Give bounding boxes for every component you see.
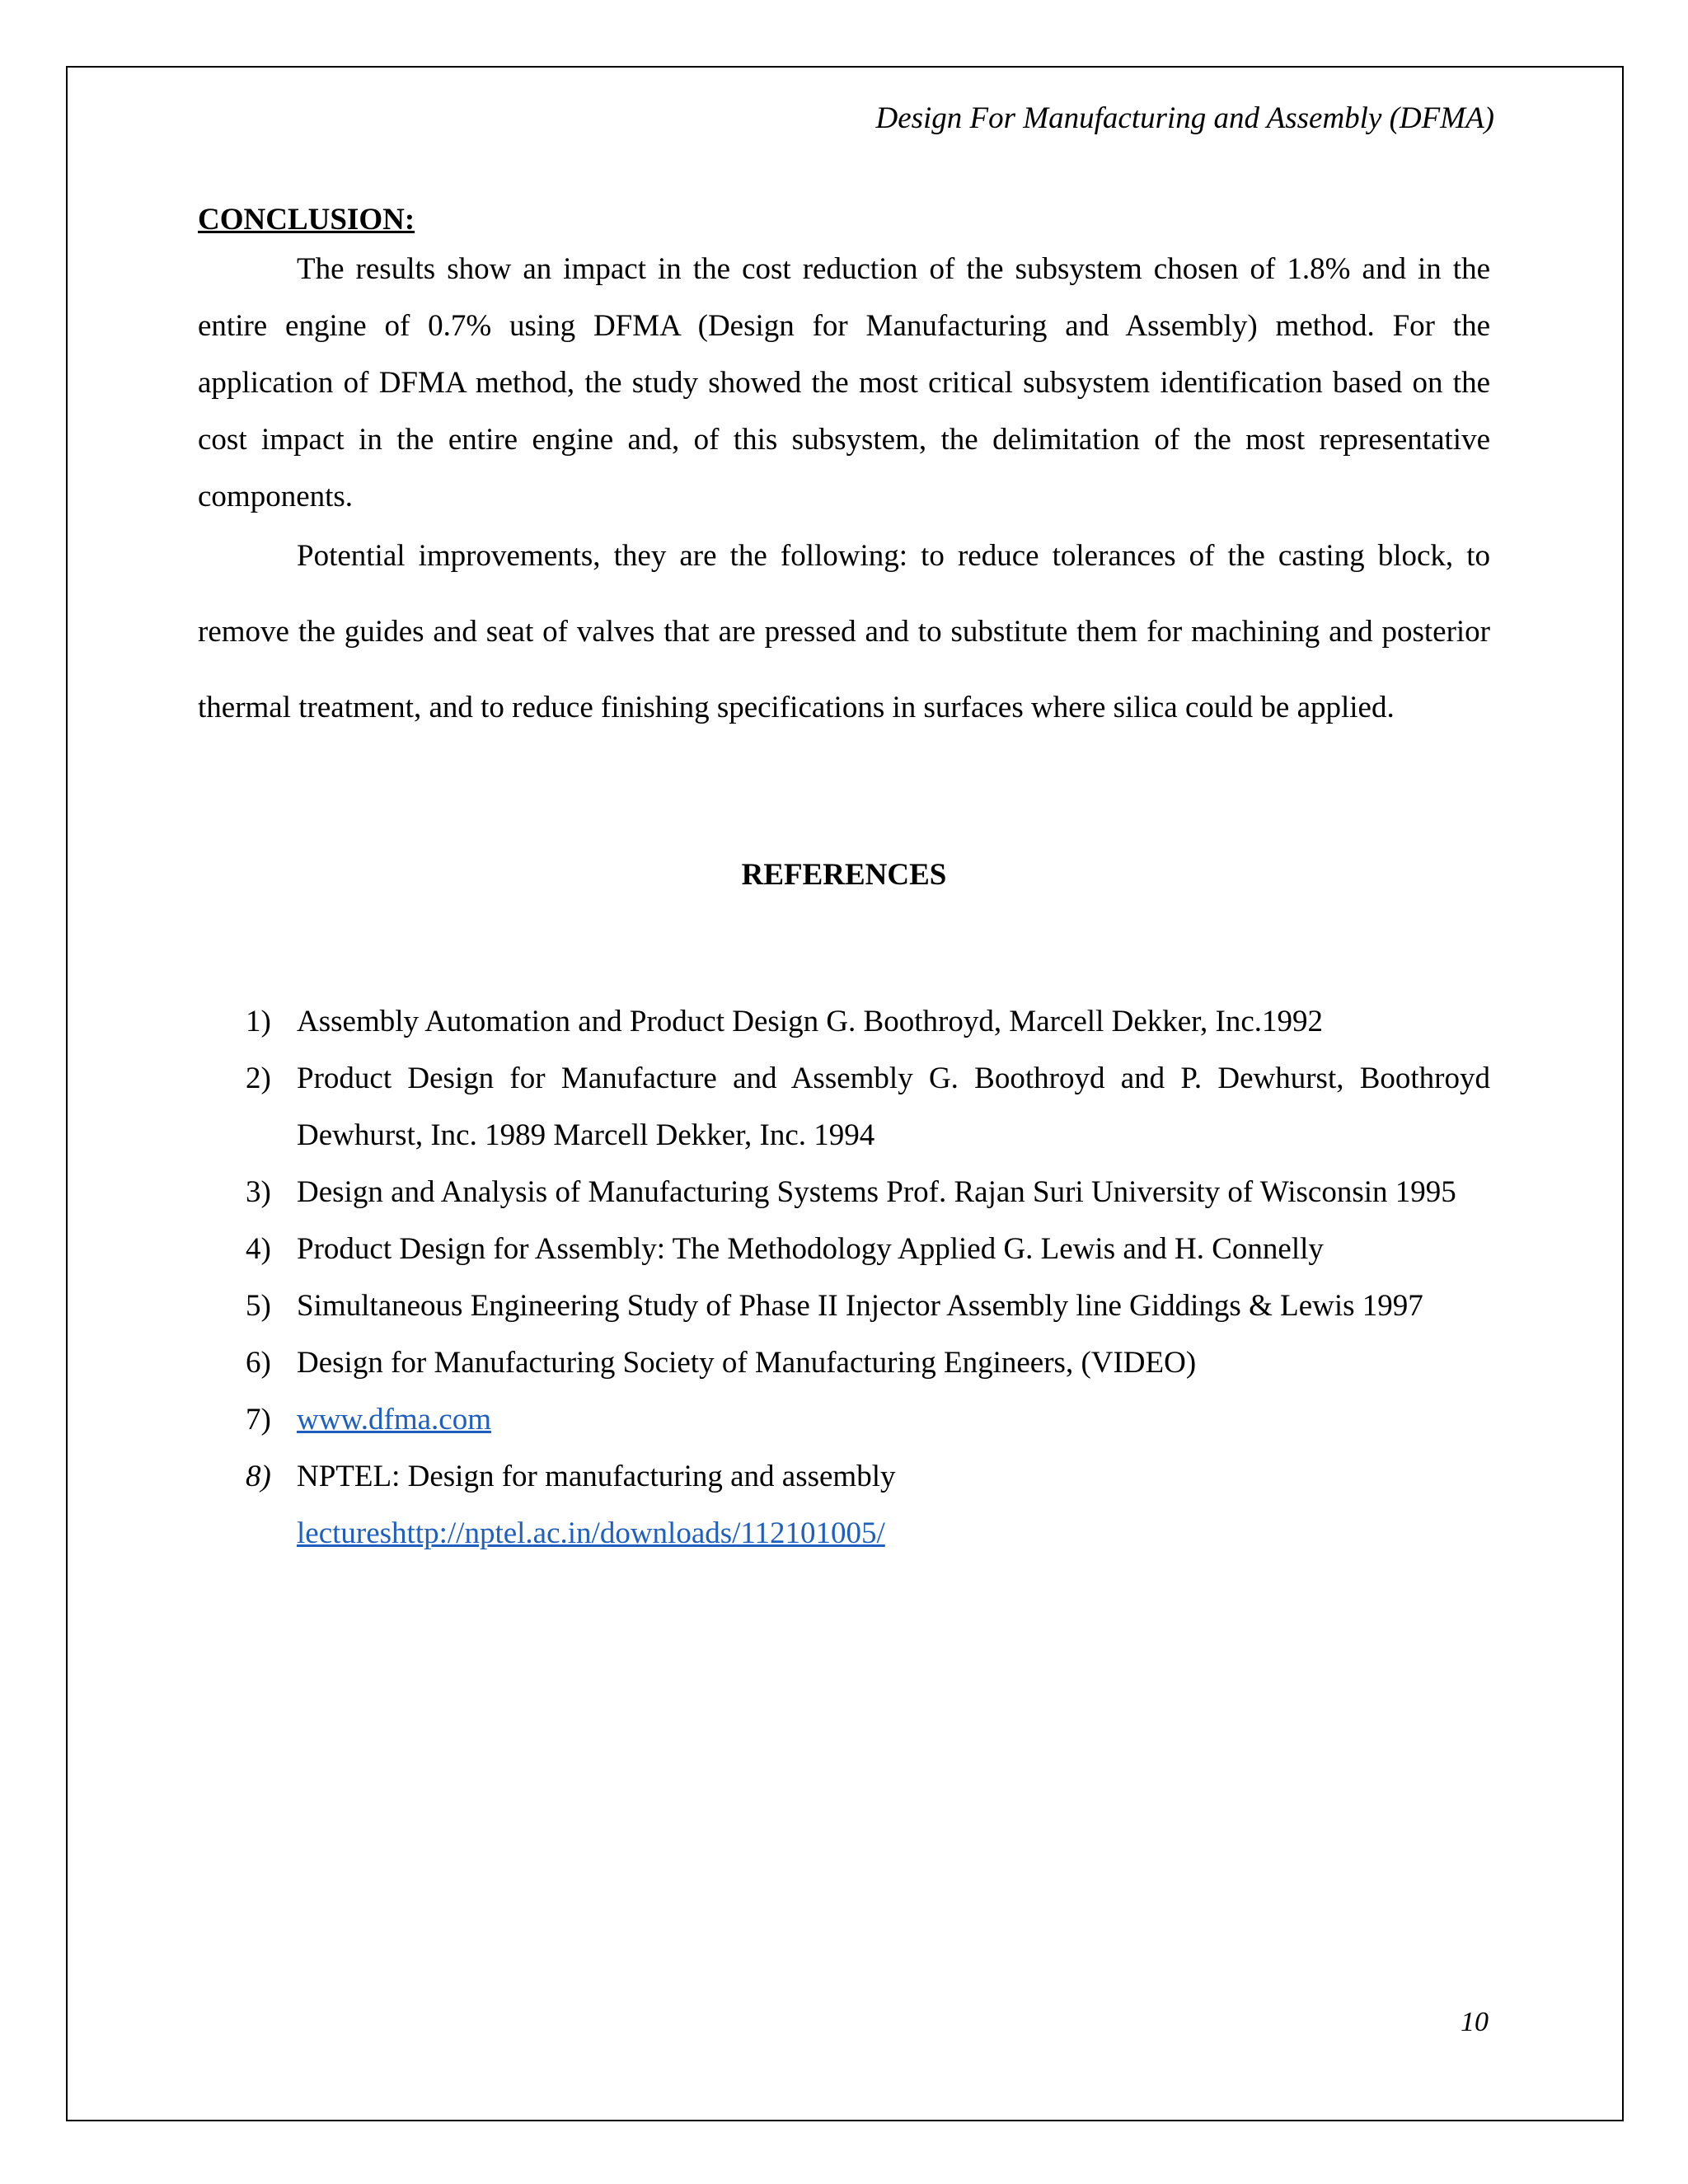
reference-item-3	[198, 1164, 1490, 1221]
reference-number: 8)	[246, 1460, 271, 1493]
reference-text: Design for Manufacturing Society of Manufacturing Engineers, (VIDEO)	[297, 1346, 1197, 1380]
reference-text: Assembly Automation and Product Design G. Boothroyd, Marcell Dekker, Inc.1992	[297, 1005, 1324, 1038]
page-content	[198, 199, 1490, 1562]
page-number: 10	[1461, 2007, 1489, 2037]
reference-item-6	[198, 1334, 1490, 1391]
reference-number: 7)	[246, 1403, 271, 1436]
running-header: Design For Manufacturing and Assembly (DFMA)	[875, 101, 1494, 135]
reference-number: 4)	[246, 1232, 271, 1266]
reference-item-1	[198, 993, 1490, 1050]
dfma-website-link[interactable]: www.dfma.com	[297, 1403, 491, 1436]
reference-list	[198, 993, 1490, 1562]
reference-number: 1)	[246, 1005, 271, 1038]
reference-item-4	[198, 1221, 1490, 1277]
reference-item-8	[198, 1448, 1490, 1562]
nptel-lectures-link[interactable]: lectureshttp://nptel.ac.in/downloads/112101005/	[297, 1516, 885, 1550]
reference-text: Product Design for Assembly: The Methodology Applied G. Lewis and H. Connelly	[297, 1232, 1324, 1266]
reference-text: Simultaneous Engineering Study of Phase II Injector Assembly line Giddings & Lewis 1997	[297, 1289, 1423, 1323]
reference-item-7	[198, 1391, 1490, 1448]
reference-number: 3)	[246, 1175, 271, 1209]
references-title: REFERENCES	[741, 858, 947, 892]
reference-text: NPTEL: Design for manufacturing and assembly	[297, 1460, 896, 1493]
reference-item-2	[198, 1050, 1490, 1164]
reference-text: Product Design for Manufacture and Assembly G. Boothroyd and P. Dewhurst, Boothroyd Dewhurst, Inc. 1989 Marcell Dekker, Inc. 1994	[297, 1062, 1490, 1152]
reference-number: 6)	[246, 1346, 271, 1380]
reference-text: Design and Analysis of Manufacturing Systems Prof. Rajan Suri University of Wisconsin 1995	[297, 1175, 1456, 1209]
conclusion-paragraph-2: Potential improvements, they are the following: to reduce tolerances of the casting block, to remove the guides and seat of valves that are pressed and to substitute them for machining and posterior thermal treatment, and to reduce finishing specifications in surfaces where silica could be applied.	[198, 539, 1490, 724]
reference-number: 5)	[246, 1289, 271, 1323]
reference-number: 2)	[246, 1062, 271, 1095]
conclusion-paragraph-1: The results show an impact in the cost reduction of the subsystem chosen of 1.8% and in the entire engine of 0.7% using DFMA (Design for Manufacturing and Assembly) method. For the application of DFMA method, the study showed the most critical subsystem identification based on the cost impact in the entire engine and, of this subsystem, the delimitation of the most representative components.	[198, 252, 1490, 513]
reference-item-5	[198, 1277, 1490, 1334]
conclusion-heading: CONCLUSION:	[198, 203, 415, 237]
